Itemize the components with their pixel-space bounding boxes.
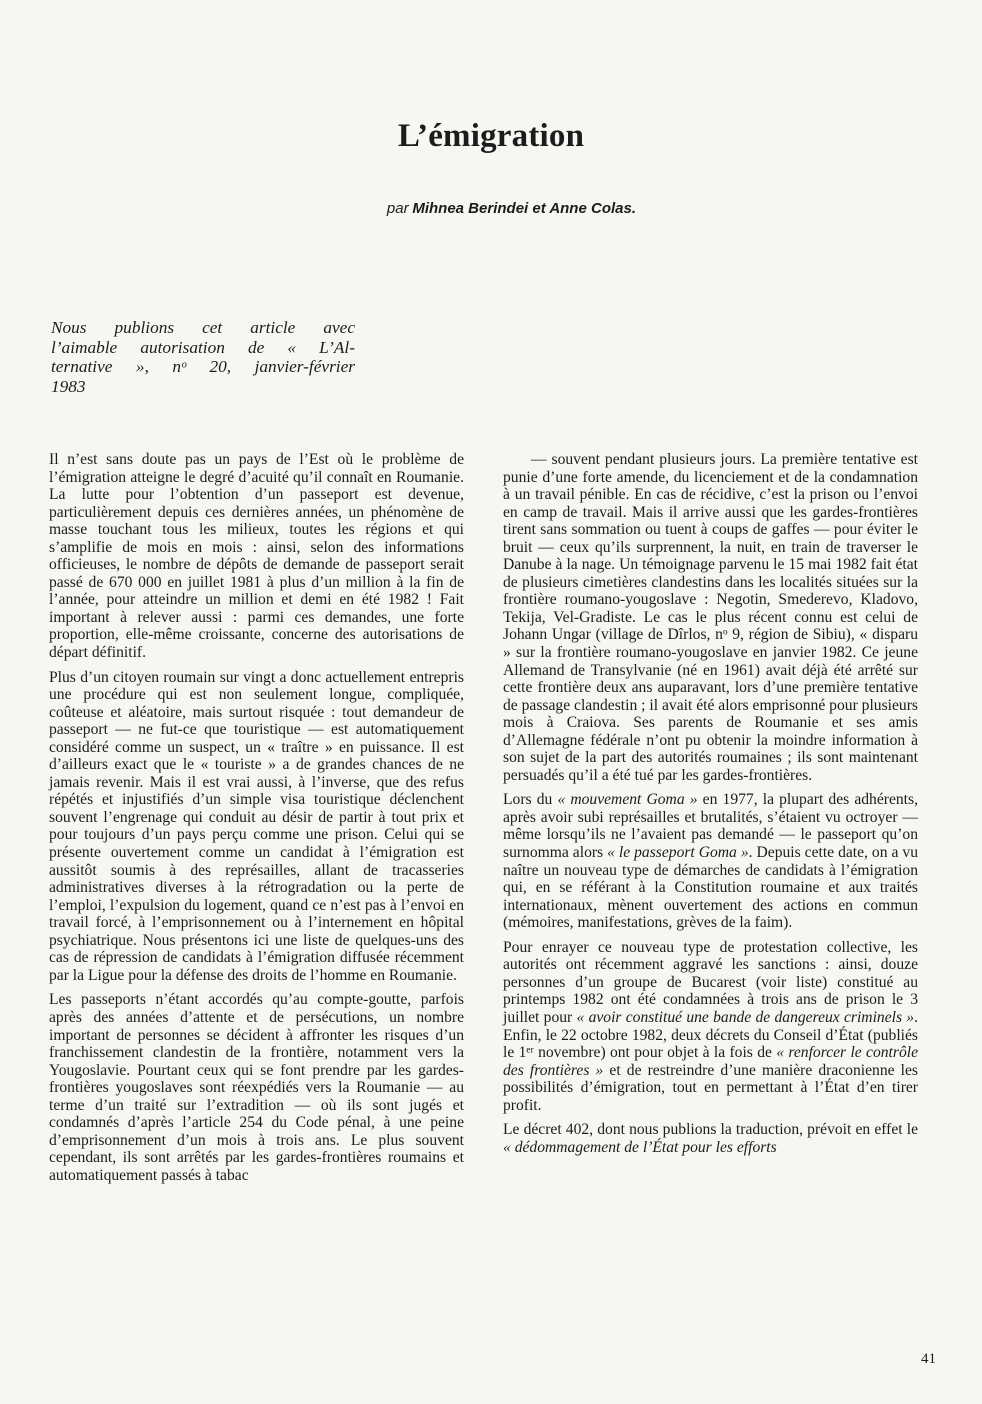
italic-run: « avoir constitué une bande de dangereux criminels » (576, 1008, 915, 1026)
text-run: Le décret 402, dont nous publions la traduction, prévoit en effet le (503, 1121, 918, 1139)
byline-authors: Mihnea Berindei et Anne Colas. (412, 200, 636, 217)
text-run: en 1977, la plupart des adhérents, après avoir subi représailles et brutalités, s’étaient vu octroyer — même lorsqu’ils ne l’avaient pas demandé — le passeport qu’on surnomma alors (503, 791, 918, 862)
intro-line: 1983 (51, 376, 86, 396)
intro-line: Nous publions cet article avec (51, 318, 355, 337)
left-column (49, 451, 464, 1191)
paragraph: Plus d’un citoyen roumain sur vingt a donc actuellement entrepris une procédure qui est non seulement longue, compliquée, coûteuse et aléatoire, mais surtout risquée : tout demandeur de passeport — ne fut-ce que touristique — est automatiquement considéré comme un suspect, un « traître » en puissance. Il est d’ailleurs exact que le « touriste » a de grandes chances de ne jamais revenir. Mais il est vrai aussi, à l’inverse, que des refus répétés et injustifiés d’un simple visa touristique déclenchent souvent l’engrenage qui conduit au désir de partir à tout prix et pour toujours d’un pays perçu comme une prison. Celui qui se présente ouvertement comme un candidat à l’émigration est aussitôt soumis à des représailles, allant de tracasseries administratives diverses à la rétrogradation ou la perte de l’emploi, l’expulsion du logement, quand ce n’est pas à l’envoi en travail forcé, à l’emprisonnement ou à l’internement en hôpital psychiatrique. Nous présentons ici une liste de quelques-uns des cas de répression de candidats à l’émigration diffusée récemment par la Ligue pour la défense des droits de l’homme en Roumanie. (49, 668, 464, 984)
paragraph (503, 1121, 918, 1156)
text-run: . Enfin, le 22 octobre 1982, deux décrets du Conseil d’État (publiés le 1ᵉʳ novembre) ont pour objet à la fois de (503, 1008, 918, 1062)
intro-note (51, 318, 355, 396)
text-run: Lors du (503, 791, 558, 809)
text-run: . Depuis cette date, on a vu naître un nouveau type de démarches de candidats à l’émigration qui, en se référant à la Constitution roumaine et aux traités internationaux, mènent ouvertement des actions en commun (mémoires, manifestations, grèves de la faim). (503, 844, 918, 932)
intro-line: l’aimable autorisation de « L’Al- (51, 337, 355, 357)
paragraph: Les passeports n’étant accordés qu’au compte-goutte, parfois après des années d’attente et de persécutions, un nombre important de personnes se décident à affronter les risques d’un franchissement clandestin de la frontière, notamment vers la Yougoslavie. Pourtant ceux qui se font prendre par les gardes-frontières yougoslaves sont réexpédiés vers la Roumanie — au terme d’un traité sur l’extradition — où ils sont jugés et condamnés d’après l’article 254 du Code pénal, à une peine d’emprisonnement d’un mois à trois ans. Le plus souvent cependant, ils sont arrêtés par les gardes-frontières roumains et automatiquement passés à tabac (49, 991, 464, 1184)
paragraph (503, 791, 918, 931)
page-number: 41 (921, 1351, 936, 1367)
text-run: et de restreindre d’une manière draconienne les possibilités d’émigration, tout en permettant à l’État d’en tirer profit. (503, 1061, 918, 1114)
byline (300, 200, 636, 218)
italic-run: « le passeport Goma » (607, 844, 749, 862)
paragraph (503, 939, 918, 1114)
paragraph: — souvent pendant plusieurs jours. La première tentative est punie d’une forte amende, du licenciement et de la condamnation à un travail pénible. En cas de récidive, c’est la prison ou l’envoi en camp de travail. Mais il arrive aussi que les gardes-frontières tirent sans sommation ou tuent à coups de gaffes — pour éviter le bruit — ceux qu’ils surprennent, la nuit, en train de traverser le Danube à la nage. Un témoignage parvenu le 15 mai 1982 fait état de plusieurs cimetières clandestins dans les localités situées sur la frontière roumano-yougoslave : Negotin, Smederevo, Kladovo, Tekija, Vel-Gradiste. Le cas le plus récent connu est celui de Johann Ungar (village de Dîrlos, nᵒ 9, région de Sibiu), « disparu » sur la frontière roumano-yougoslave en janvier 1982. Ce jeune Allemand de Transylvanie (né en 1961) avait déjà été arrêté sur cette frontière deux ans auparavant, lors d’une première tentative de passage clandestin ; il avait été alors emprisonné pour plusieurs mois à Craiova. Ses parents de Roumanie et ses amis d’Allemagne fédérale n’ont pu obtenir la moindre information à son sujet de la part des autorités roumaines ; ils sont maintenant persuadés qu’il a été tué par les gardes-frontières. (503, 451, 918, 784)
paragraph: Il n’est sans doute pas un pays de l’Est où le problème de l’émigration atteigne le degré d’acuité qu’il connaît en Roumanie. La lutte pour l’obtention d’un passeport est devenue, particulièrement depuis ces dernières années, un phénomène de masse touchant tous les milieux, toutes les régions et qui s’amplifie de mois en mois : ainsi, selon des informations officieuses, le nombre de dépôts de demande de passeport serait passé de 670 000 en juillet 1981 à plus d’un million à la fin de l’année, pour atteindre un million et demi en été 1982 ! Fait important à relever aussi : parmi ces demandes, une forte proportion, elle-même croissante, concerne des autorisations de départ définitif. (49, 451, 464, 662)
page-title: L’émigration (397, 118, 585, 155)
text-run: Pour enrayer ce nouveau type de protestation collective, les autorités ont récemment aggravé les sanctions : ainsi, douze personnes d’un groupe de Bucarest (voir liste) constitué au printemps 1982 ont été condamnées à trois ans de prison le 3 juillet pour (503, 938, 918, 1026)
italic-run: « dédommagement de l’État pour les efforts (503, 1138, 777, 1156)
byline-prefix: par (386, 200, 409, 217)
intro-line: ternative », nᵒ 20, janvier-février (51, 357, 355, 377)
italic-run: « renforcer le contrôle des frontières » (503, 1044, 918, 1079)
right-column (503, 451, 918, 1163)
italic-run: « mouvement Goma » (557, 791, 698, 809)
